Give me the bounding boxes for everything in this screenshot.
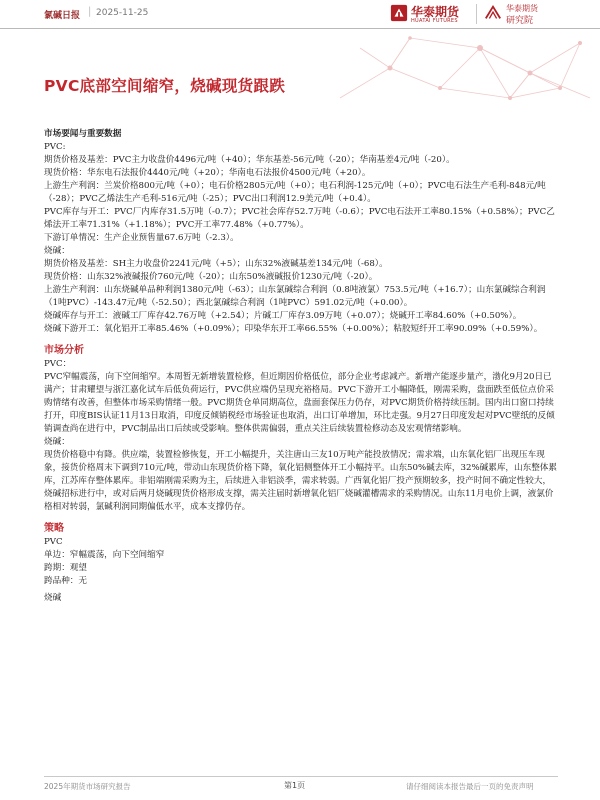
page-title: PVC底部空间缩窄，烧碱现货跟跌 (44, 77, 286, 95)
section-heading-news: 市场要闻与重要数据 (44, 129, 122, 139)
decorative-network-graphic (330, 28, 600, 118)
paragraph: 跨品种：无 (44, 576, 87, 586)
page-header (0, 0, 600, 29)
report-body (44, 128, 558, 605)
paragraph: 跨期：观望 (44, 563, 87, 573)
paragraph: 期货价格及基差：SH主力收盘价2241元/吨（+5）；山东32%液碱基差134元/吨（-68）。 (44, 259, 388, 269)
paragraph: 烧碱： (44, 437, 70, 447)
paragraph: 下游订单情况：生产企业预售量67.6万吨（-2.3）。 (44, 233, 239, 243)
paragraph: 现货价格：山东32%液碱报价760元/吨（-20）；山东50%液碱报价1230元/吨（-20）。 (44, 272, 378, 282)
paragraph: PVC窄幅震荡，向下空间缩窄。本周暂无新增装置检修，但近期因价格低位，部分企业考虑减产。新增产能逐步量产，渤化9月20日已满产；甘肃耀望与浙江嘉化试车后低负荷运行，PVC供应端仍呈现充裕格局。PVC下游开工小幅降低，刚需采购，盘面跌至低位点价采购情绪有改善，但整体市场采购情绪一般。PVC期货仓单同期高位，盘面套保压力仍存，对PVC期货价格持续压制。国内出口窗口持续打开，印度BIS认证11月13日取消，印度反倾销税经市场验证也取消，出口订单增加，环比走强。9月27日印度发起对PVC壁纸的反倾销调查尚在进行中，PVC制品出口后续或受影响。整体供需偏弱，重点关注后续装置检修动态及宏观情绪影响。 (44, 372, 555, 434)
report-name: 氯碱日报 (44, 11, 81, 21)
logo-text-en: HUATAI FUTURES (411, 18, 458, 24)
paragraph: 现货价格：华东电石法报价4440元/吨（+20）；华南电石法报价4500元/吨（+20）。 (44, 168, 371, 178)
research-logo-icon (484, 4, 502, 22)
paragraph: 烧碱： (44, 246, 70, 256)
footer-report-series: 2025年期货市场研究报告 (44, 782, 131, 791)
research-label-1: 华泰期货 (506, 4, 538, 13)
section-heading-strategy: 策略 (44, 523, 64, 534)
paragraph: PVC: (44, 142, 66, 152)
logo-text-cn: 华泰期货 (411, 5, 460, 19)
footer-divider (44, 776, 558, 777)
paragraph: 烧碱库存与开工：液碱工厂库存42.76万吨（+2.54）；片碱工厂库存3.09万吨（+0.07）；烧碱开工率84.60%（+0.50%）。 (44, 311, 522, 321)
logo-divider (476, 4, 477, 24)
header-separator: | (88, 6, 92, 17)
section-heading-analysis: 市场分析 (44, 345, 84, 356)
paragraph: 烧碱下游开工：氧化铝开工率85.46%（+0.09%）；印染华东开工率66.55%（+0.00%）；粘胶短纤开工率90.09%（+0.59%）。 (44, 324, 543, 334)
paragraph: 上游生产利润：山东烧碱单品种利润1380元/吨（-63）；山东氯碱综合利润（0.8吨液氯）753.5元/吨（+16.7）；山东氯碱综合利润（1吨PVC）-143.47元/吨（-52.50）；西北氯碱综合利润（1吨PVC）591.02元/吨（+0.00）。 (44, 285, 546, 308)
paragraph: PVC库存与开工：PVC厂内库存31.5万吨（-0.7）；PVC社会库存52.7万吨（-0.6）；PVC电石法开工率80.15%（+0.58%）；PVC乙烯法开工率71.31%（+1.18%）；PVC开工率77.48%（+0.77%）。 (44, 207, 555, 230)
report-date: 2025-11-25 (96, 8, 149, 18)
page-number: 第1页 (284, 781, 306, 790)
paragraph: 期货价格及基差：PVC主力收盘价4496元/吨（+40）；华东基差-56元/吨（-20）；华南基差4元/吨（-20）。 (44, 155, 455, 165)
paragraph: PVC (44, 537, 63, 547)
paragraph: 现货价格稳中有降。供应端，装置检修恢复，开工小幅提升，关注唐山三友10万吨产能投放情况；需求端，山东氧化铝厂出现压车现象，接货价格周末下调到710元/吨，带动山东现货价格下降，氧化铝侧整体开工小幅持平。山东50%碱去库，32%碱累库，山东整体累库，江苏库存整体累库。非铝端刚需采购为主，后续进入非铝淡季，需求转弱。广西氧化铝厂投产预期较多，投产时间不确定性较大，烧碱招标进行中，或对后两月烧碱现货价格形成支撑，需关注届时新增氧化铝厂烧碱灌槽需求的采购情况。山东11月电价上调，液氯价格相对转弱，氯碱利润同期偏低水平，成本支撑仍存。 (44, 450, 557, 512)
research-label-2: 研究院 (506, 16, 534, 26)
huatai-logo-icon (390, 4, 408, 22)
paragraph: 上游生产利润：兰炭价格800元/吨（+0）；电石价格2805元/吨（+0）；电石利润-125元/吨（+0）；PVC电石法生产毛利-848元/吨（-28）；PVC乙烯法生产毛利-516元/吨（-25）；PVC出口利润12.9美元/吨（+0.4）。 (44, 181, 546, 204)
trailing-label: 烧碱 (44, 593, 62, 603)
disclaimer-link[interactable]: 请仔细阅读本报告最后一页的免责声明 (406, 782, 534, 791)
paragraph: PVC： (44, 359, 72, 369)
paragraph: 单边：窄幅震荡，向下空间缩窄 (44, 550, 165, 560)
